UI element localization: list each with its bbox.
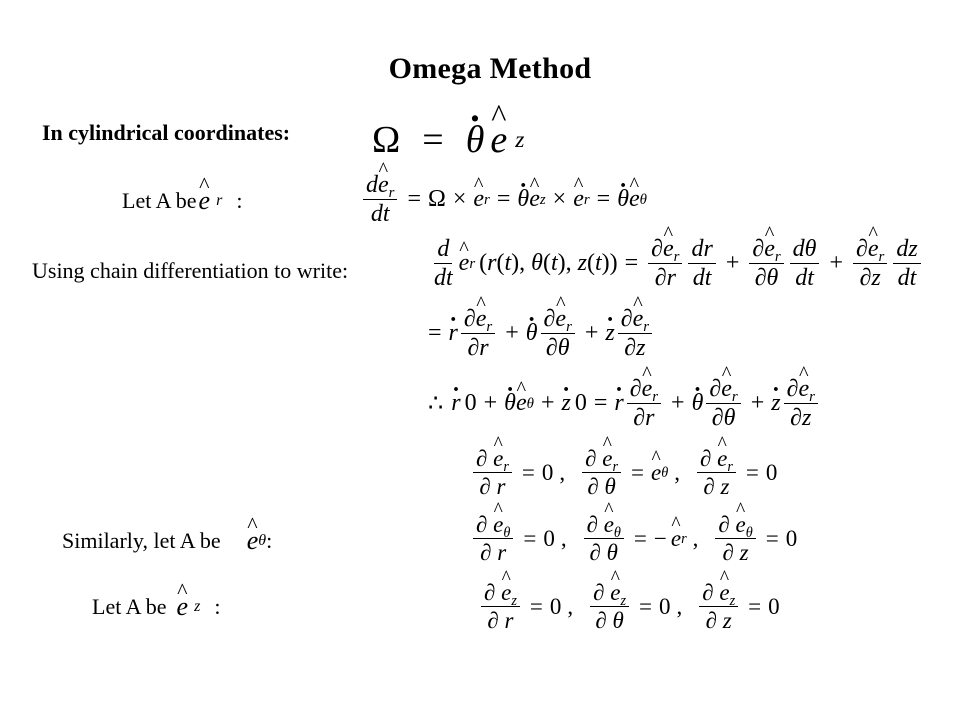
chain-rule-label: Using chain differentiation to write:	[32, 258, 349, 283]
omega-definition: Ω = · θ ^ e z	[372, 118, 524, 162]
let-a-be-er-label: Let A be ^ e r :	[122, 186, 242, 216]
slide-title: Omega Method	[388, 52, 592, 85]
er-derivative-equation: $\frac{d\^{} e_r}{dt}$ = Ω × ^ e r = · θ ^ e z × ^ e r = · θ ^ e θ	[360, 172, 647, 228]
etheta-partials-result: $\frac{\partial \^{} e_\theta}{\partial r}$ = 0 , $\frac{\partial \^{} e_\theta}{\partial \theta}$ = − ^ e r , $\frac{\partial \^{} e_\theta}{\partial z}$ = 0	[470, 512, 797, 566]
colon: :	[266, 528, 273, 553]
cylindrical-heading: In cylindrical coordinates:	[42, 120, 291, 145]
colon: :	[214, 594, 221, 619]
let-a-be-ez-label: Let A be ^ e z :	[92, 592, 220, 622]
therefore-equation: ∴ · r 0 + · θ ^ e θ + · z 0 = · r $\frac{\partial\^{} e_r}{\partial r}$ + · θ $\frac{\partial\^{} e_r}{\partial\theta}$ + · z $\frac{\partial\^{} e_r}{\partial z}$	[428, 376, 821, 432]
similarly-label: Similarly, let A be ^ e θ :	[62, 526, 272, 556]
ez-partials-result: $\frac{\partial \^{} e_z}{\partial r}$ = 0 , $\frac{\partial \^{} e_z}{\partial \theta}$ = 0 , $\frac{\partial \^{} e_z}{\partial z}$ = 0	[478, 580, 780, 634]
chain-rule-simplified: = · r $\frac{\partial\^{} e_r}{\partial r}$ + · θ $\frac{\partial\^{} e_r}{\partial\theta}$ + · z $\frac{\partial\^{} e_r}{\partial z}$	[428, 306, 655, 362]
let-a-be-text: Let A be	[92, 594, 167, 619]
colon: :	[236, 188, 243, 213]
chain-rule-equation: $\frac{d}{dt}$ ^ e r (r(t), θ(t), z(t)) = $\frac{\partial\^{} e_r}{\partial r}$ $\frac{dr}{dt}$ + $\frac{\partial\^{} e_r}{\partial\theta}$ $\frac{d\theta}{dt}$ + $\frac{\partial\^{} e_r}{\partial z}$ $\frac{dz}{dt}$	[428, 236, 924, 292]
similarly-text: Similarly, let A be	[62, 528, 221, 553]
let-a-be-text: Let A be	[122, 188, 197, 213]
er-partials-result: $\frac{\partial \^{} e_r}{\partial r}$ = 0 , $\frac{\partial \^{} e_r}{\partial \theta}$ = ^ e θ , $\frac{\partial \^{} e_r}{\partial z}$ = 0	[470, 446, 777, 500]
